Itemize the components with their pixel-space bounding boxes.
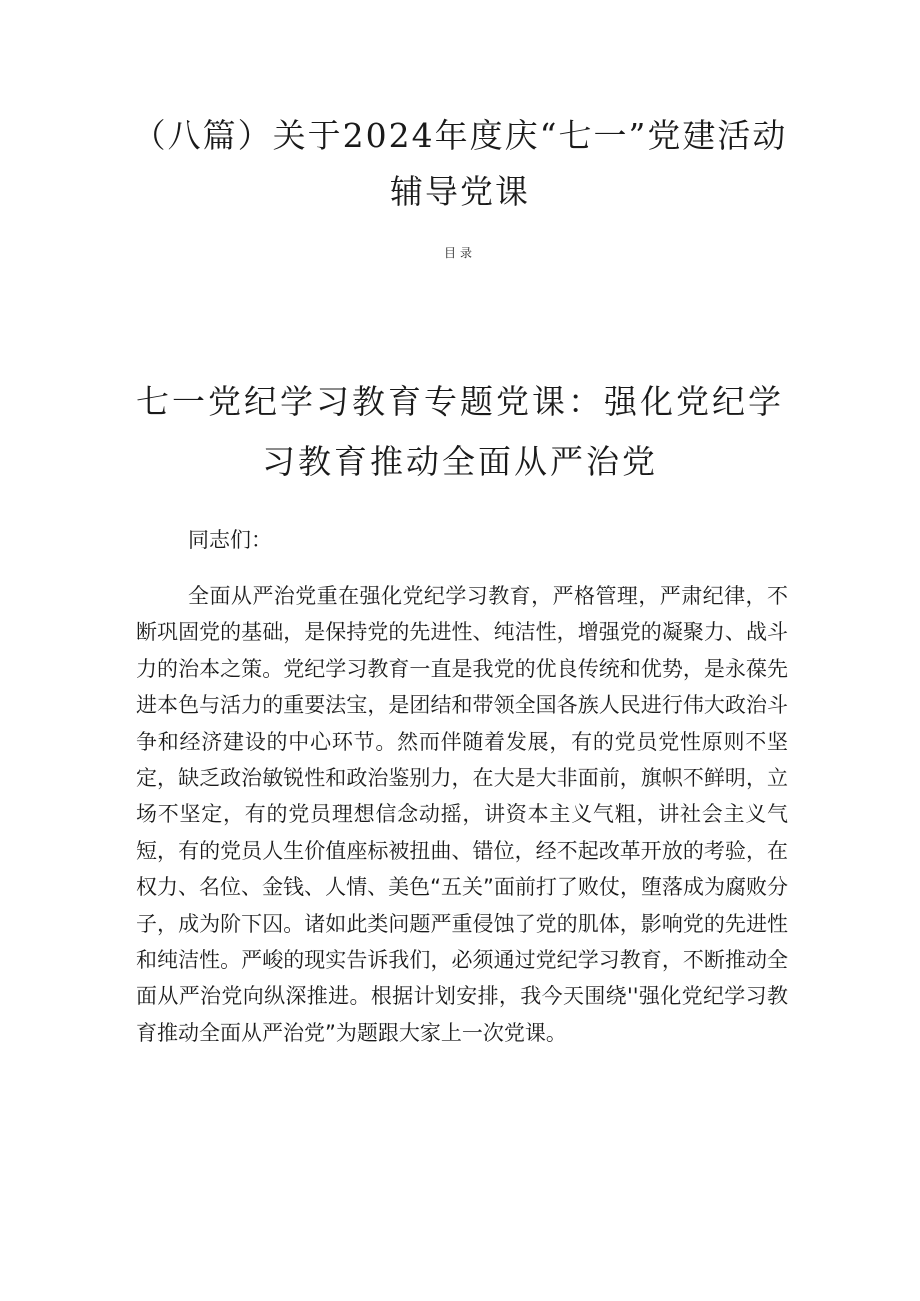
section-title: 七一党纪学习教育专题党课：强化党纪学习教育推动全面从严治党 (136, 382, 784, 481)
salutation: 同志们： (188, 528, 272, 552)
document-title: （八篇）关于2024年度庆“七一”党建活动辅导党课 (132, 116, 788, 211)
body-paragraph: 全面从严治党重在强化党纪学习教育，严格管理，严肃纪律，不断巩固党的基础，是保持党的先进性、纯洁性，增强党的凝聚力、战斗力的治本之策。党纪学习教育一直是我党的优良传统和优势，是永葆先进本色与活力的重要法宝，是团结和带领全国各族人民进行伟大政治斗争和经济建设的中心环节。然而伴随着发展，有的党员党性原则不坚定，缺乏政治敏锐性和政治鉴别力，在大是大非面前，旗帜不鲜明，立场不坚定，有的党员理想信念动摇，讲资本主义气粗，讲社会主义气短，有的党员人生价值座标被扭曲、错位，经不起改革开放的考验，在权力、名位、金钱、人情、美色“五关”面前打了败仗，堕落成为腐败分子，成为阶下囚。诸如此类问题严重侵蚀了党的肌体，影响党的先进性和纯洁性。严峻的现实告诉我们，必须通过党纪学习教育，不断推动全面从严治党向纵深推进。根据计划安排，我今天围绕''强化党纪学习教育推动全面从严治党”为题跟大家上一次党课。 (136, 584, 788, 1045)
toc-label: 目录 (443, 246, 476, 260)
